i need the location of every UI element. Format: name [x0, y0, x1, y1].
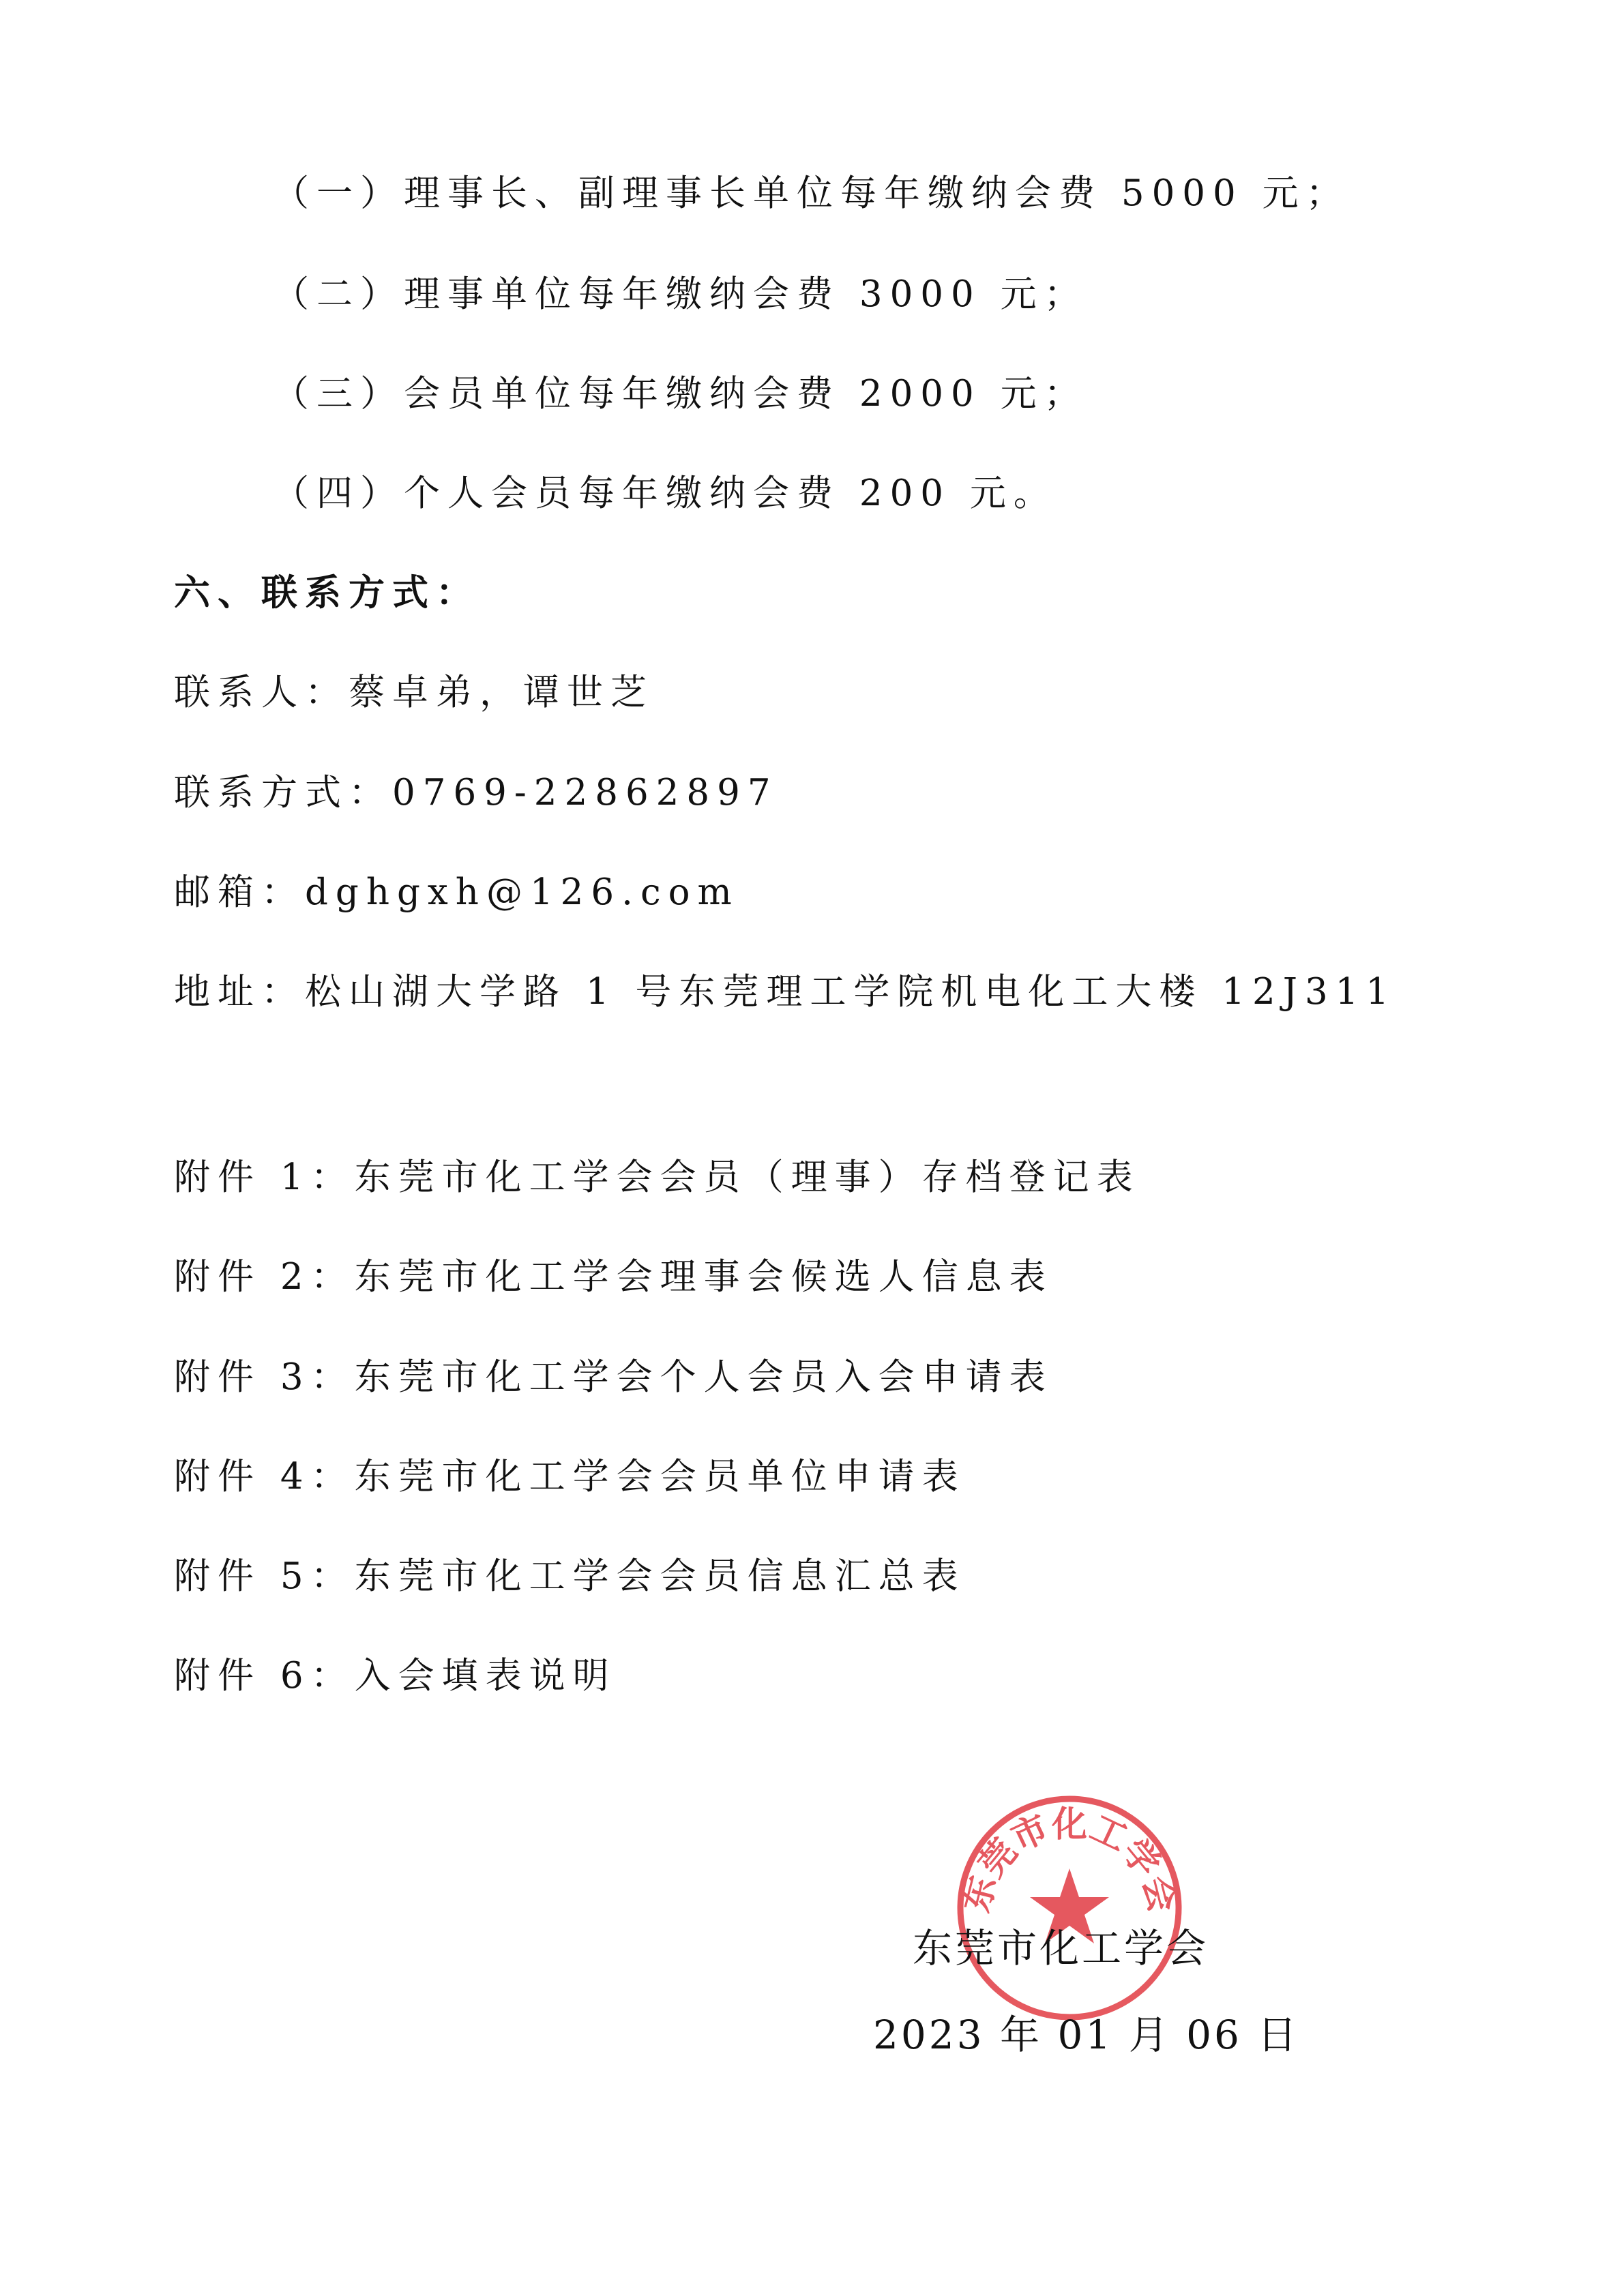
signature-organization: 东莞市化工学会 — [913, 1925, 1209, 1971]
official-seal — [954, 1792, 1185, 2024]
attachment-item-2: 附件 2：东莞市化工学会理事会候选人信息表 — [174, 1256, 1053, 1298]
contact-heading: 六、联系方式： — [174, 571, 479, 614]
signature-date: 2023 年 01 月 06 日 — [873, 2012, 1300, 2058]
fee-item-1: （一）理事长、副理事长单位每年缴纳会费 5000 元； — [273, 173, 1350, 214]
attachment-item-1: 附件 1：东莞市化工学会会员（理事）存档登记表 — [174, 1157, 1140, 1198]
contact-person: 联系人：蔡卓弟，谭世芝 — [174, 672, 654, 713]
seal-text: 东莞市化工学会 — [955, 1803, 1184, 1917]
contact-phone: 联系方式：0769-22862897 — [174, 772, 778, 814]
attachment-item-3: 附件 3：东莞市化工学会个人会员入会申请表 — [174, 1356, 1053, 1398]
attachment-item-6: 附件 6：入会填表说明 — [174, 1655, 617, 1697]
attachment-item-4: 附件 4：东莞市化工学会会员单位申请表 — [174, 1456, 966, 1497]
attachment-item-5: 附件 5：东莞市化工学会会员信息汇总表 — [174, 1555, 966, 1597]
fee-item-4: （四）个人会员每年缴纳会费 200 元。 — [273, 473, 1057, 514]
contact-email: 邮箱：dghgxh@126.com — [174, 871, 739, 913]
contact-address: 地址：松山湖大学路 1 号东莞理工学院机电化工大楼 12J311 — [174, 971, 1397, 1013]
fee-item-2: （二）理事单位每年缴纳会费 3000 元； — [273, 273, 1088, 315]
fee-item-3: （三）会员单位每年缴纳会费 2000 元； — [273, 373, 1088, 415]
